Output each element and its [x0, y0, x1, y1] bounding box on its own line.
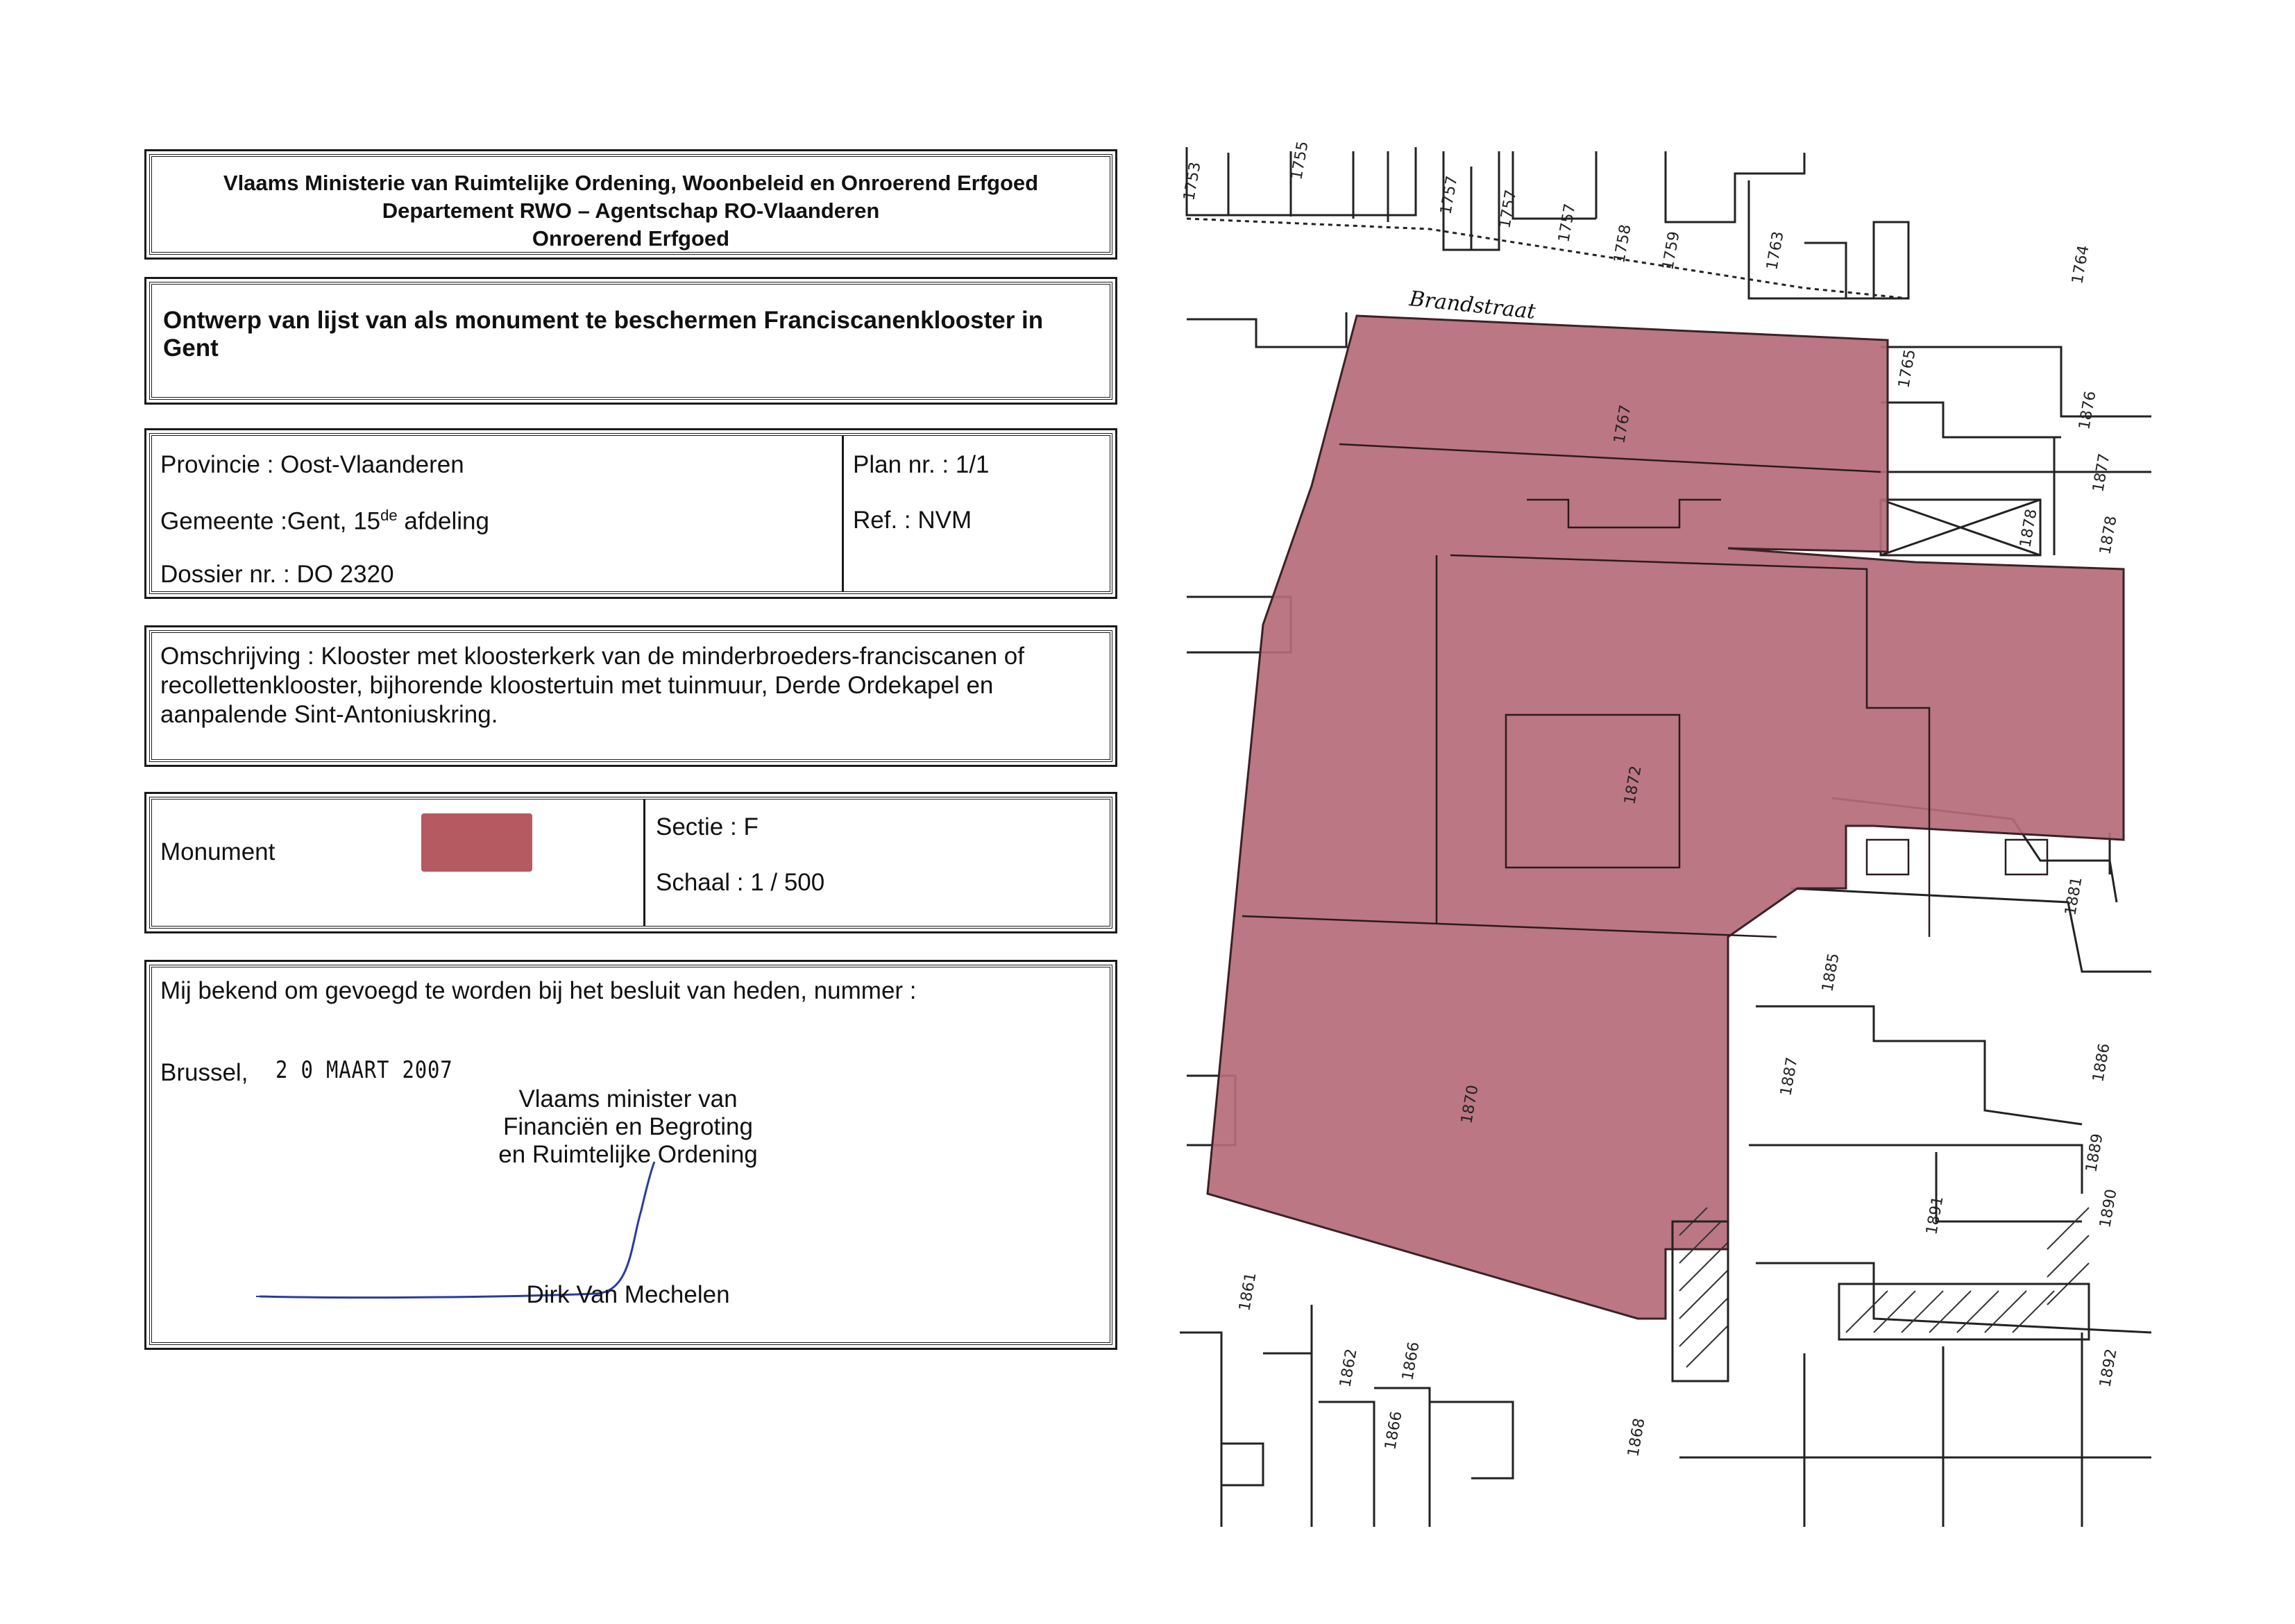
parcel-label: 1876 [2076, 389, 2100, 432]
title-text: Ontwerp van lijst van als monument te beschermen Franciscanenklooster in Gent [163, 307, 1044, 362]
ministry-name: Vlaams Ministerie van Ruimtelijke Ordening, Woonbeleid en Onroerend Erfgoed [223, 171, 1039, 195]
description-line-1: Omschrijving : Klooster met kloosterkerk van de minderbroeders-franciscanen of [160, 643, 1024, 670]
parcel-label: 1886 [2090, 1042, 2114, 1084]
legend-label: Monument [160, 838, 276, 865]
approval-box [149, 965, 1112, 1345]
gemeente-sup: de [380, 507, 398, 524]
parcel-label: 1892 [2097, 1347, 2121, 1389]
document-title [149, 282, 1112, 400]
approval-intro: Mij bekend om gevoegd te worden bij het besluit van heden, nummer : [160, 977, 917, 1004]
parcel-label: 1891 [1923, 1194, 1947, 1237]
parcel-label: 1862 [1337, 1347, 1361, 1389]
parcel-label: 1881 [2062, 875, 2086, 917]
minister-title-1: Vlaams minister van [518, 1085, 738, 1113]
gemeente-field [160, 507, 489, 536]
parcel-label: 1878 [2017, 507, 2041, 550]
parcel-label: 1758 [1611, 223, 1635, 265]
description-box [149, 630, 1112, 762]
description-line-3: aanpalende Sint-Antoniuskring. [160, 701, 498, 728]
parcel-label: 1878 [2097, 514, 2121, 557]
minister-name: Dirk Van Mechelen [526, 1281, 730, 1308]
department-name: Departement RWO – Agentschap RO-Vlaanderen [382, 198, 880, 223]
parcel-label: 1757 [1496, 188, 1521, 230]
monument-area [1208, 316, 2124, 1319]
info-divider [842, 436, 844, 591]
approval-place: Brussel, [160, 1059, 248, 1086]
parcel-label: 1765 [1895, 348, 1920, 390]
sectie-field: Sectie : F [656, 813, 759, 840]
parcel-label: 1764 [2069, 244, 2093, 286]
parcel-label: 1870 [1458, 1083, 1482, 1126]
provincie-field: Provincie : Oost-Vlaanderen [160, 451, 464, 478]
ref-field: Ref. : NVM [853, 507, 972, 534]
parcel-label: 1861 [1236, 1271, 1260, 1313]
cadastral-map [1180, 139, 2151, 1527]
parcel-label: 1887 [1777, 1056, 1802, 1098]
parcel-label: 1885 [1819, 951, 1843, 994]
parcel-label: 1877 [2090, 452, 2114, 494]
dossier-field: Dossier nr. : DO 2320 [160, 561, 394, 588]
parcel-label: 1759 [1659, 230, 1684, 272]
parcel-label: 1757 [1437, 174, 1462, 217]
parcel-label: 1757 [1555, 202, 1580, 244]
ministry-header [149, 154, 1112, 255]
parcel-label: 1767 [1611, 403, 1635, 446]
parcel-label: 1866 [1382, 1410, 1406, 1452]
parcel-label: 1763 [1763, 230, 1788, 272]
legend-divider [643, 800, 645, 926]
minister-title-2: Financiën en Begroting [503, 1113, 753, 1140]
description-line-2: recollettenklooster, bijhorende kloostertuin met tuinmuur, Derde Ordekapel en [160, 672, 994, 699]
parcel-label: 1755 [1288, 139, 1312, 182]
parcel-label: 1872 [1621, 764, 1645, 806]
minister-title-3: en Ruimtelijke Ordening [498, 1141, 758, 1168]
agency-name: Onroerend Erfgoed [532, 226, 730, 251]
street-name: Brandstraat [1408, 287, 1537, 325]
plan-field: Plan nr. : 1/1 [853, 451, 990, 478]
parcel-label: 1753 [1180, 160, 1205, 203]
legend-box [149, 797, 1112, 929]
monument-swatch [421, 813, 532, 872]
parcel-label: 1889 [2083, 1132, 2107, 1174]
gemeente-prefix: Gemeente :Gent, 15 [160, 507, 381, 535]
parcel-label: 1868 [1625, 1416, 1649, 1459]
schaal-field: Schaal : 1 / 500 [656, 869, 825, 896]
gemeente-suffix: afdeling [397, 507, 489, 535]
date-stamp: 2 0 MAART 2007 [276, 1056, 453, 1084]
info-box [149, 433, 1112, 594]
parcel-label: 1890 [2097, 1187, 2121, 1230]
parcel-label: 1866 [1399, 1340, 1423, 1382]
